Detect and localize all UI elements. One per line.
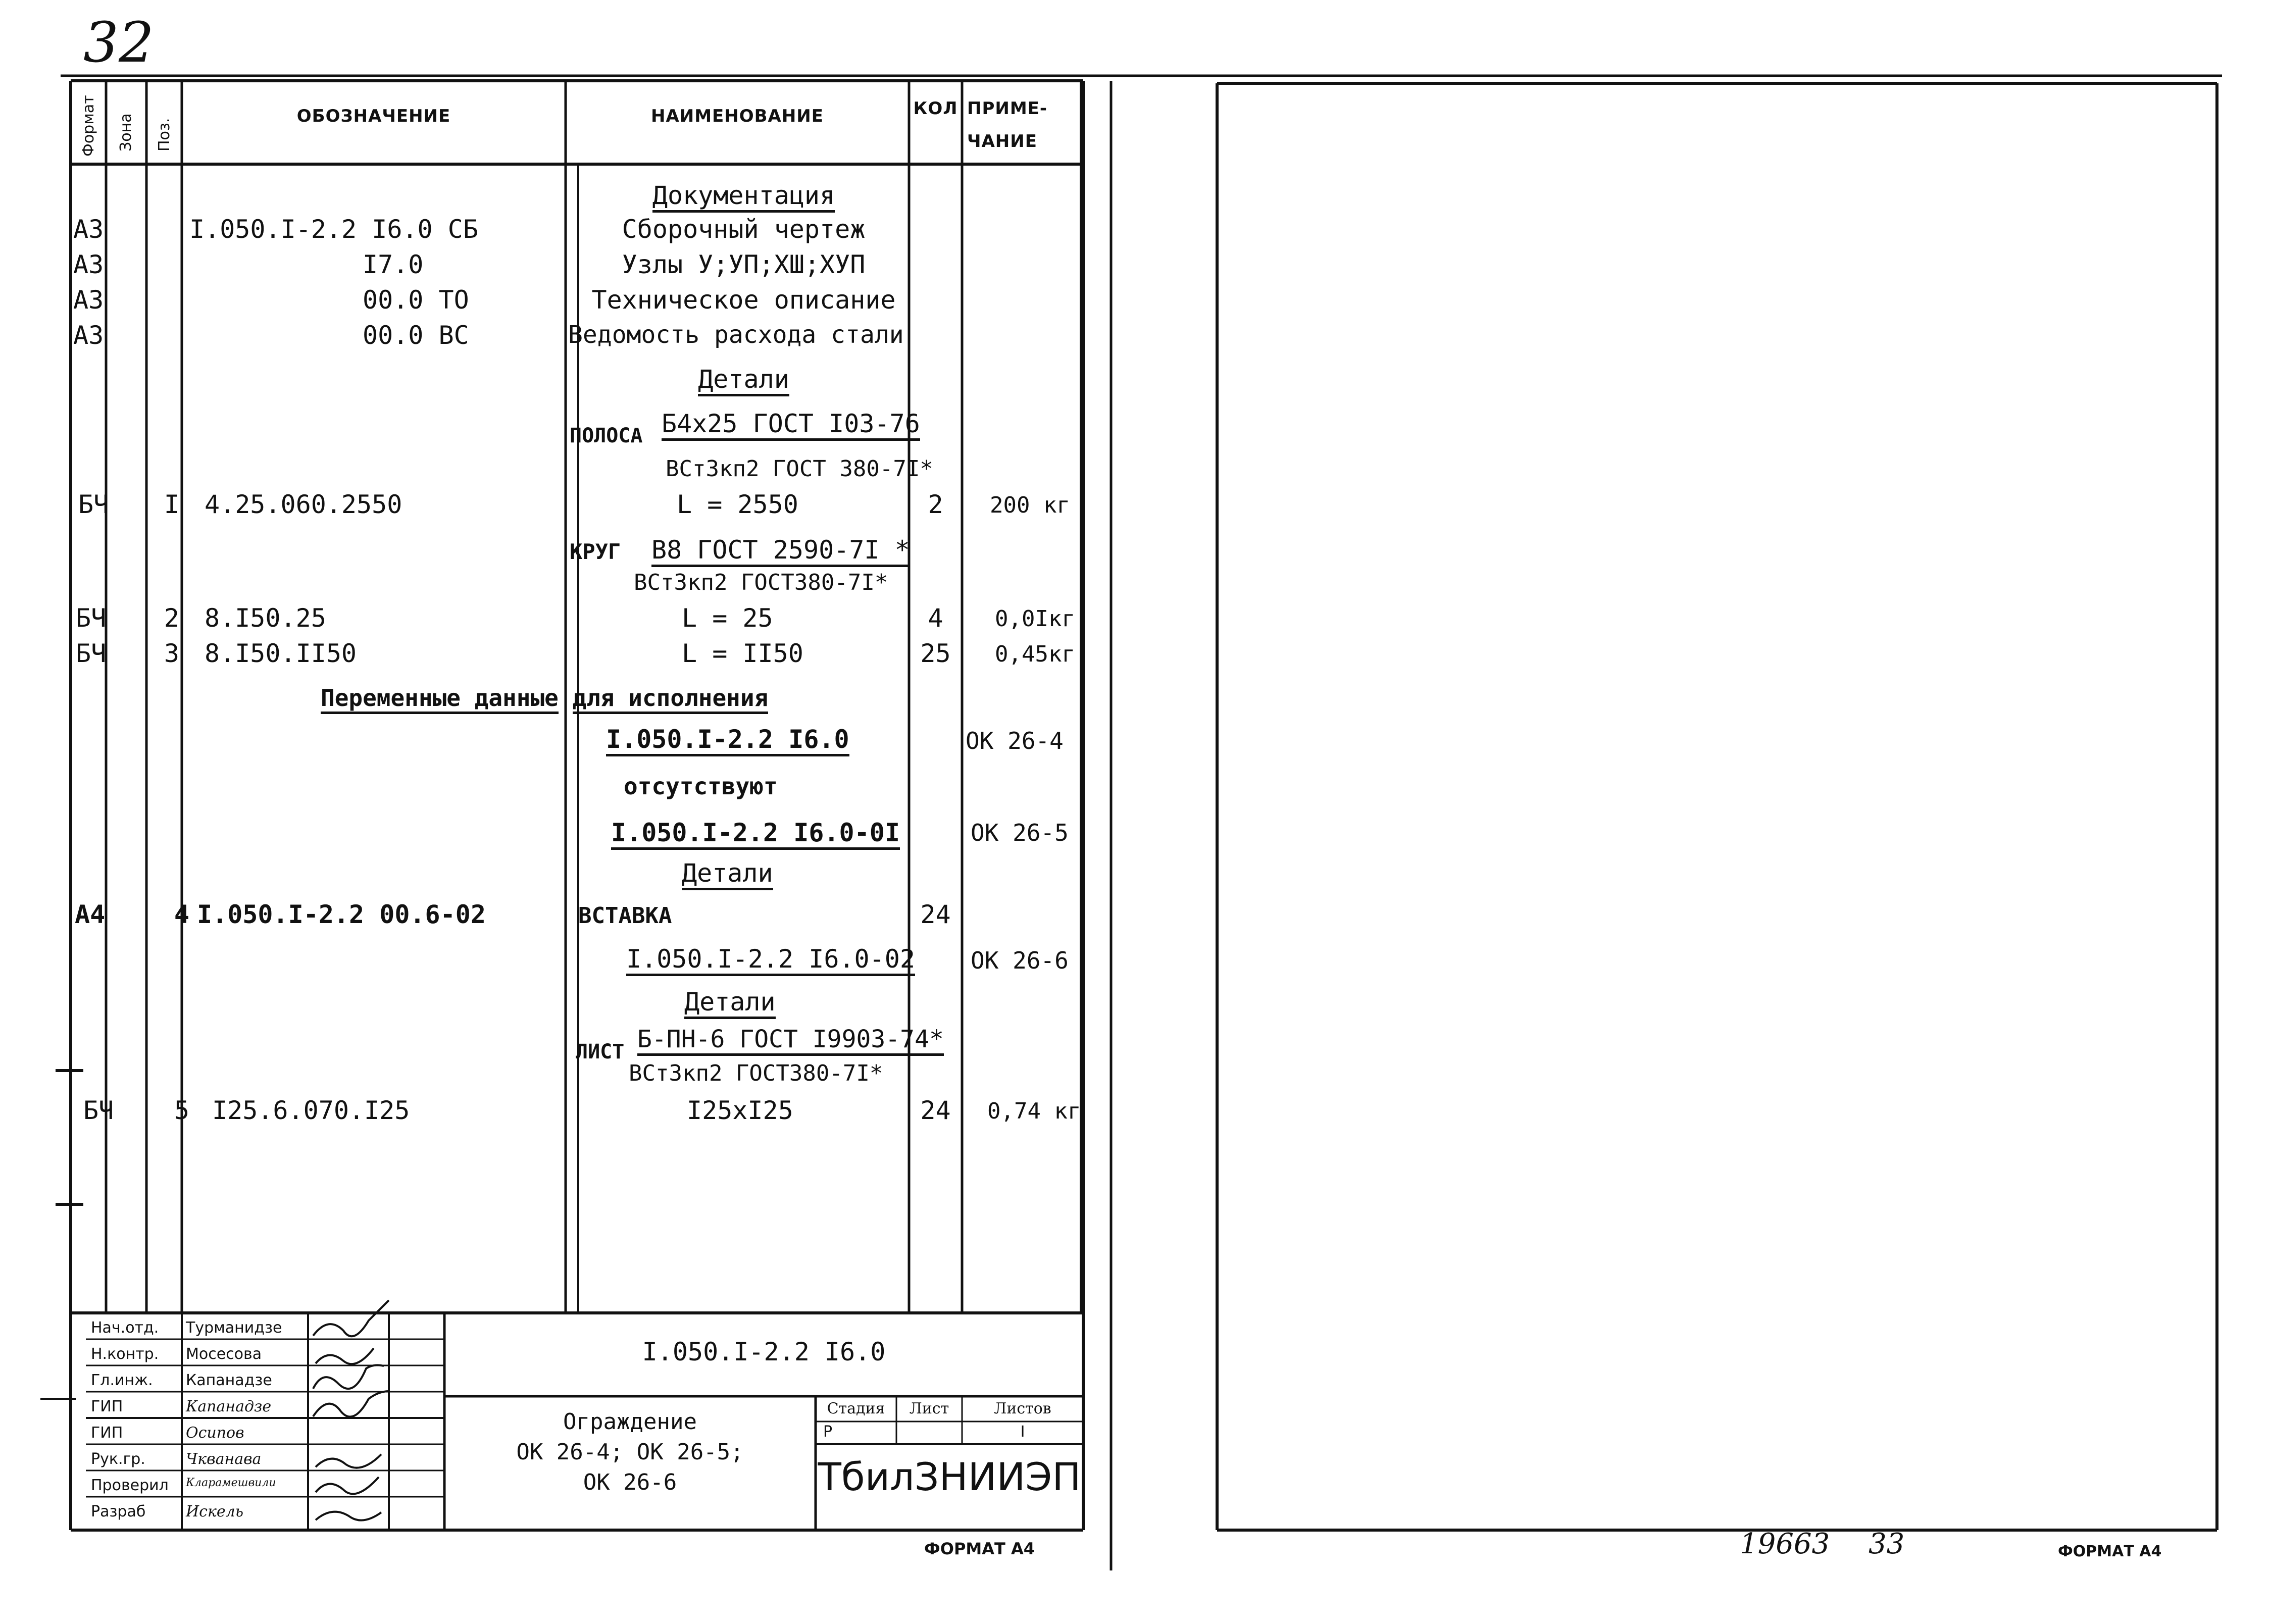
row-23-note: 0,74 кг [987,1098,1081,1124]
row-18-designation: I.050.I-2.2 00.6-02 [197,900,486,929]
sheets-label: Листов [994,1400,1051,1417]
table-row [606,725,849,754]
row-12-name: L = II50 [682,639,803,668]
row-18-format: А4 [75,900,106,929]
sig-role-3: ГИП [91,1398,123,1415]
table-row [682,858,773,888]
sig-role-7: Разраб [91,1503,146,1520]
row-3-designation: 00.0 ТО [363,285,469,315]
row-16-name: I.050.I-2.2 I6.0-0I [611,818,900,850]
sig-role-4: ГИП [91,1424,123,1442]
row-23-designation: I25.6.070.I25 [212,1096,410,1125]
row-6-name: Б4x25 ГОСТ I03-76 [662,409,920,441]
row-19-name: I.050.I-2.2 I6.0-02 [626,944,915,976]
sig-role-0: Нач.отд. [91,1319,159,1337]
column-header-zone: Зона [117,113,135,151]
sheet-number-handwritten: 32 [83,10,154,75]
row-4-name: Ведомость расхода стали [568,321,904,349]
row-4-format: А3 [73,321,104,350]
row-8-qty: 2 [928,490,943,519]
row-18-pos: 4 [174,900,189,929]
section-heading-details-3: Детали [684,987,776,1019]
row-11-name: L = 25 [682,603,773,633]
row-12-format: БЧ [76,639,107,668]
sig-name-5: Чкванава [186,1450,262,1468]
title-block-title-line2: ОК 26-4; ОК 26-5; [516,1439,744,1465]
row-1-designation: I.050.I-2.2 I6.0 СБ [189,215,478,244]
variable-data-heading-right: для исполнения [573,684,769,714]
row-8-name: L = 2550 [677,490,798,519]
row-14-note: ОК 26-4 [966,727,1064,754]
row-22-name: ВСт3кп2 ГОСТ380-7I* [629,1060,883,1086]
format-label-left: ФОРМАТ А4 [924,1539,1035,1558]
row-8-note: 200 кг [990,492,1070,518]
sig-role-6: Проверил [91,1477,169,1494]
section-heading-details-2: Детали [682,858,773,890]
format-label-right: ФОРМАТ А4 [2058,1543,2162,1560]
table-row [321,684,768,712]
row-12-pos: 3 [164,639,179,668]
row-2-name: Узлы У;УП;ХШ;ХУП [622,250,866,279]
row-11-format: БЧ [76,603,107,633]
row-18-qty: 24 [920,900,951,929]
row-8-designation: 4.25.060.2550 [205,490,402,519]
archive-number: 19663 [1740,1528,1830,1560]
table-row [578,181,909,210]
sig-name-3: Капанадзе [186,1398,272,1415]
row-11-note: 0,0Iкг [995,606,1075,632]
row-12-note: 0,45кг [995,641,1075,667]
table-row [662,409,920,438]
column-header-name: НАИМЕНОВАНИЕ [650,106,824,126]
table-row [637,1025,944,1053]
title-block-designation: I.050.I-2.2 I6.0 [642,1337,886,1366]
table-row [684,987,776,1017]
stage-label: Стадия [827,1400,885,1417]
title-block-title-line3: ОК 26-6 [583,1469,677,1495]
table-row [611,818,900,847]
row-3-name: Техническое описание [591,285,896,315]
row-1-name: Сборочный чертеж [622,215,866,244]
column-header-note-1: ПРИМЕ- [967,98,1047,119]
row-10-name: ВСт3кп2 ГОСТ380-7I* [634,570,888,595]
sig-role-2: Гл.инж. [91,1372,153,1389]
column-header-qty: КОЛ [913,98,958,119]
row-23-qty: 24 [920,1096,951,1125]
row-8-format: БЧ [78,490,109,519]
table-row [626,944,915,974]
row-8-pos: I [164,490,179,519]
row-6-prefix: ПОЛОСА [570,424,643,447]
row-12-qty: 25 [920,639,951,668]
row-21-name: Б-ПН-6 ГОСТ I9903-74* [637,1025,944,1056]
table-row [651,535,910,565]
sig-name-7: Искель [186,1503,244,1520]
column-header-note-2: ЧАНИЕ [967,131,1037,151]
sig-role-5: Рук.гр. [91,1450,145,1468]
sheet-label: Лист [909,1400,949,1417]
row-18-name: ВСТАВКА [578,903,672,929]
sig-name-4: Осипов [186,1424,244,1442]
column-header-pos: Поз. [156,118,173,151]
row-16-note: ОК 26-5 [971,819,1069,846]
row-9-name: В8 ГОСТ 2590-7I * [651,535,910,567]
stage-value: Р [823,1423,833,1441]
row-11-pos: 2 [164,603,179,633]
column-header-designation: ОБОЗНАЧЕНИЕ [296,106,451,126]
row-15-name: отсутствуют [624,773,778,800]
row-2-format: А3 [73,250,104,279]
sig-name-1: Мосесова [186,1345,262,1363]
page-number: 33 [1869,1528,1905,1560]
row-3-format: А3 [73,285,104,315]
row-7-name: ВСт3кп2 ГОСТ 380-7I* [666,456,933,482]
row-11-qty: 4 [928,603,943,633]
section-heading-documentation: Документация [652,181,835,213]
row-19-note: ОК 26-6 [971,947,1069,974]
variable-data-heading-left: Переменные данные [321,684,559,714]
sheets-value: I [1020,1423,1025,1441]
row-2-designation: I7.0 [363,250,424,279]
sig-name-2: Капанадзе [186,1372,272,1389]
row-14-name: I.050.I-2.2 I6.0 [606,725,849,756]
sig-name-0: Турманидзе [186,1319,282,1337]
row-23-name: I25xI25 [687,1096,793,1125]
row-11-designation: 8.I50.25 [205,603,326,633]
title-block-title-line1: Ограждение [563,1409,697,1435]
row-1-format: А3 [73,215,104,244]
row-12-designation: 8.I50.II50 [205,639,357,668]
row-4-designation: 00.0 ВС [363,321,469,350]
sig-role-1: Н.контр. [91,1345,159,1363]
row-9-prefix: КРУГ [570,539,621,564]
row-23-format: БЧ [83,1096,114,1125]
table-row [578,365,909,394]
sig-name-6: Кларамешвили [186,1477,276,1489]
column-header-format: Формат [80,95,97,157]
organization-name: ТбилЗНИИЭП [818,1454,1081,1499]
row-23-pos: 5 [174,1096,189,1125]
section-heading-details: Детали [698,365,789,396]
row-21-prefix: ЛИСТ [576,1040,625,1063]
